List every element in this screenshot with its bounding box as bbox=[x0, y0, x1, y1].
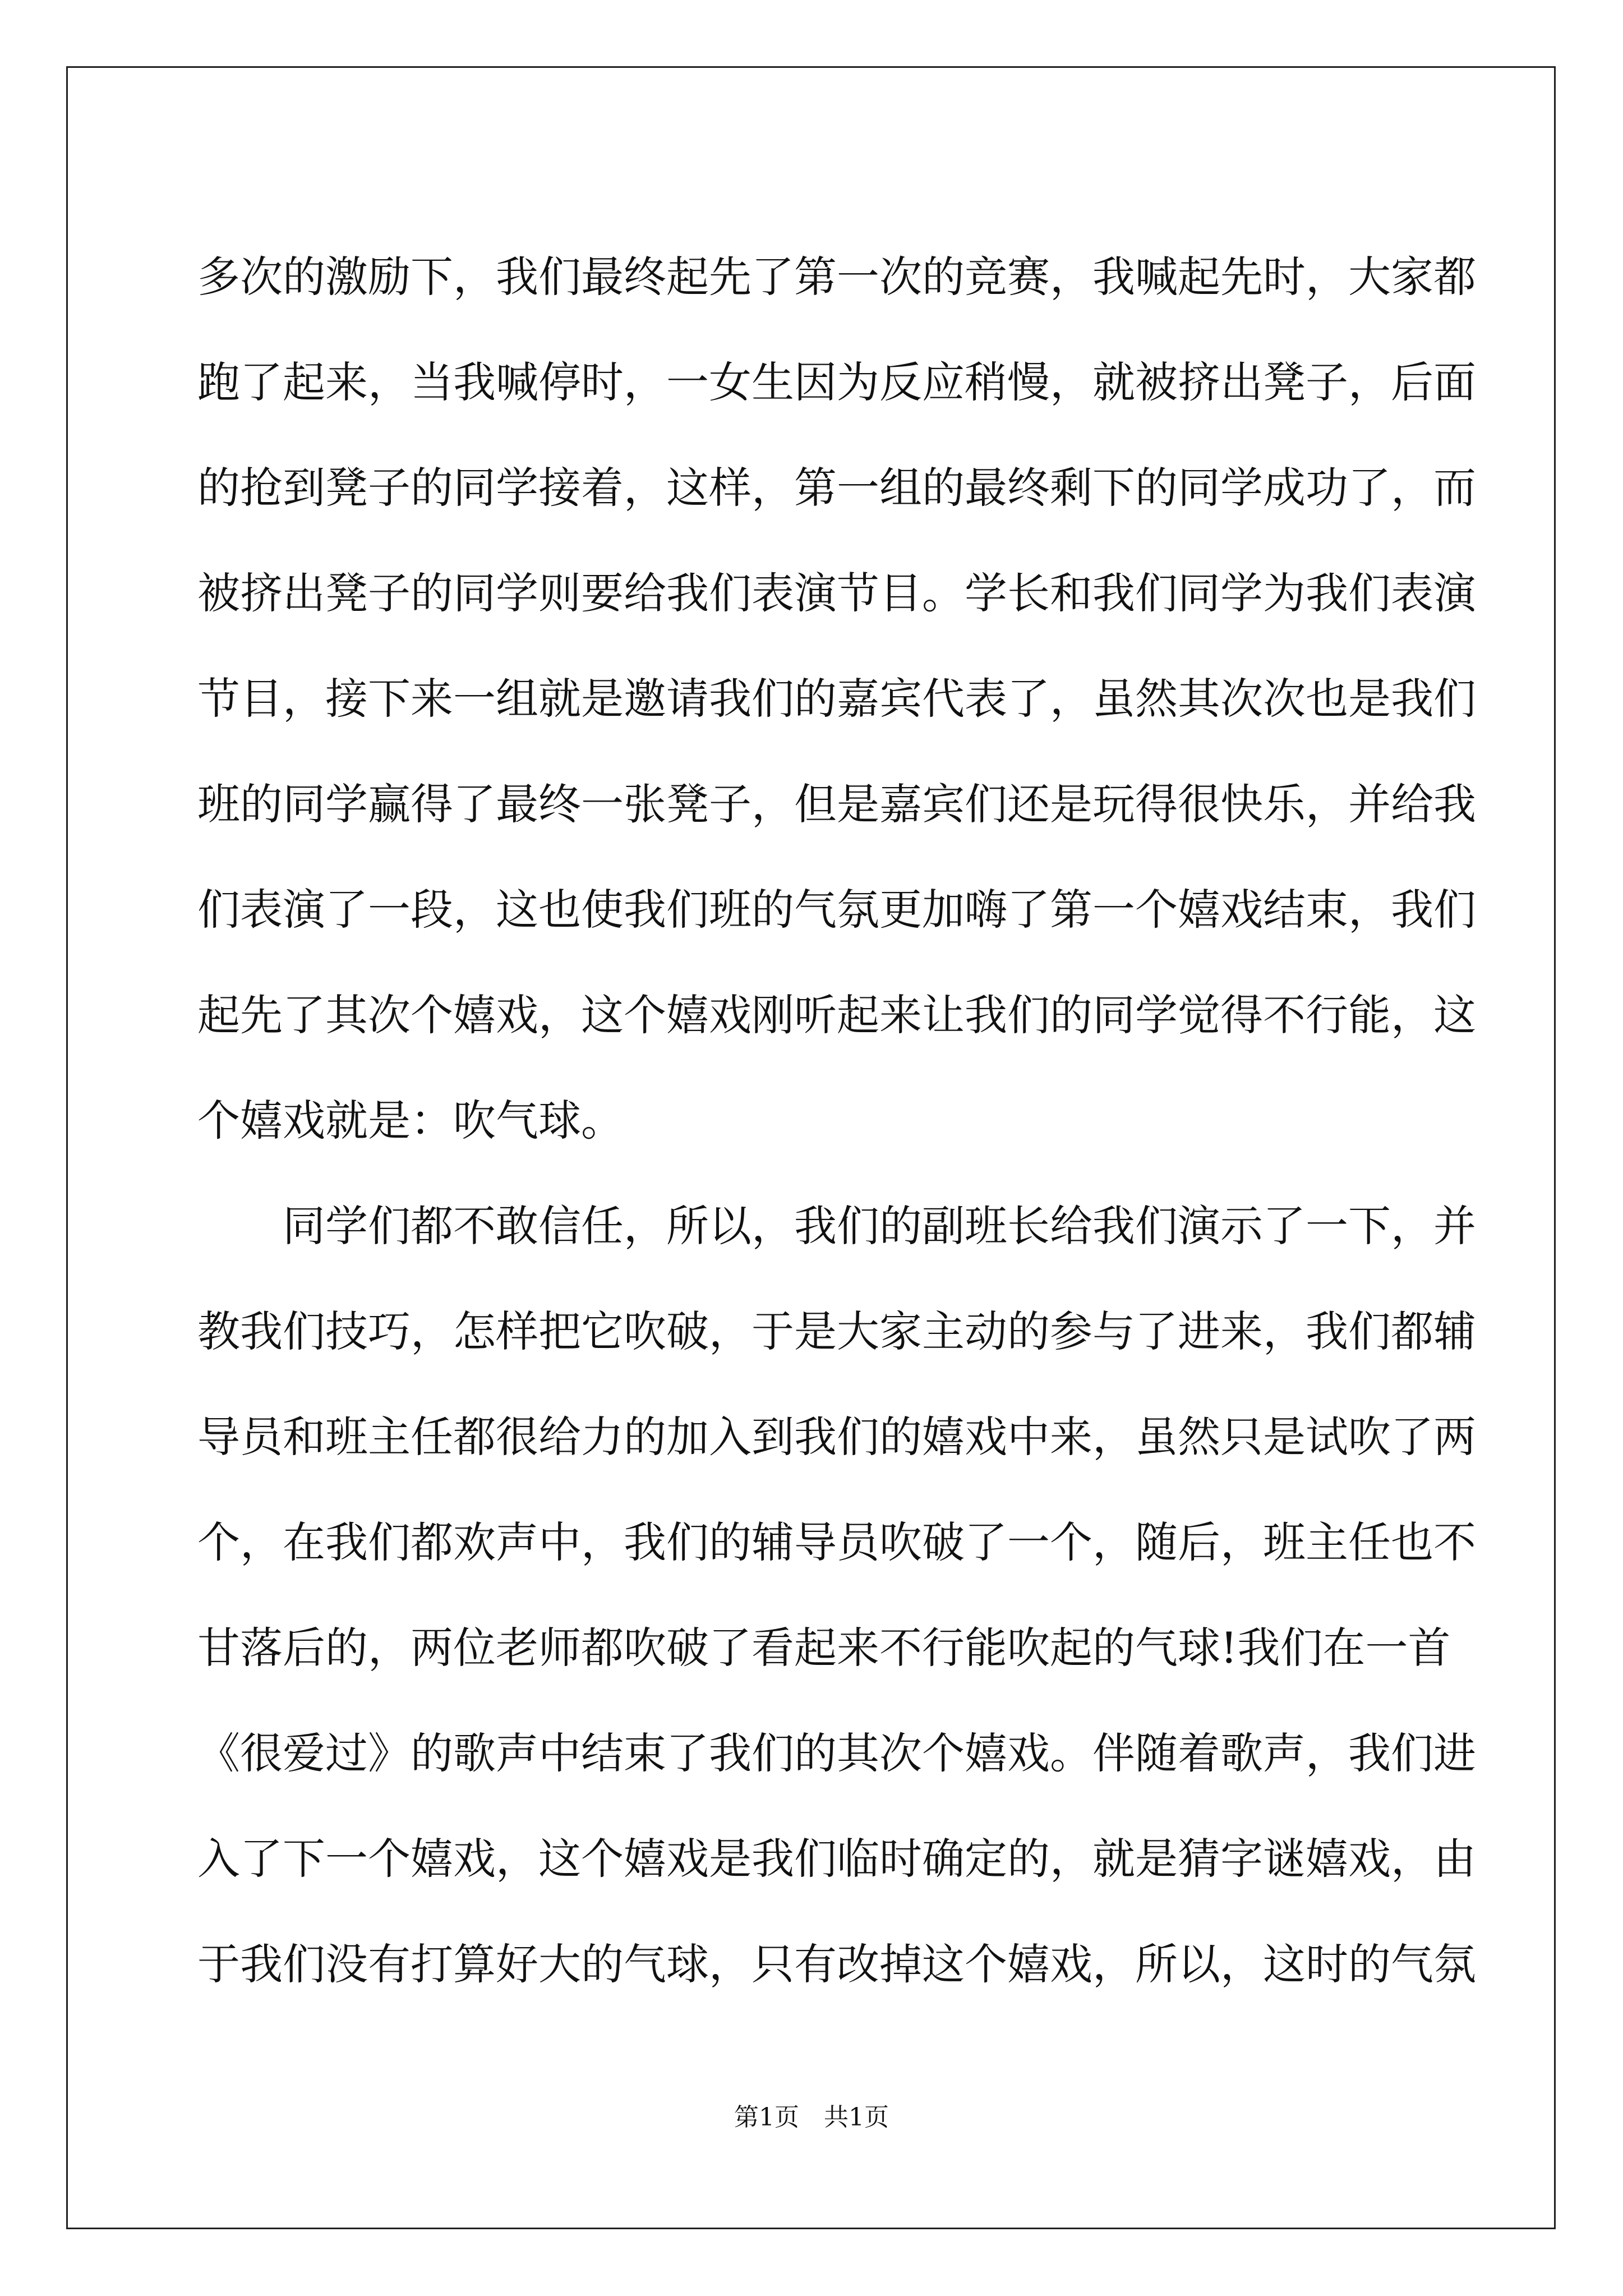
page-number-total: 共1页 bbox=[824, 2103, 889, 2132]
body-line: 教我们技巧，怎样把它吹破，于是大家主动的参与了进来，我们都辅 bbox=[197, 1306, 1476, 1356]
body-line: 《很爱过》的歌声中结束了我们的其次个嬉戏。伴随着歌声，我们进 bbox=[197, 1728, 1476, 1778]
body-line: 同学们都不敢信任，所以，我们的副班长给我们演示了一下，并 bbox=[283, 1201, 1476, 1251]
page-footer bbox=[0, 2101, 1623, 2134]
body-line: 个，在我们都欢声中，我们的辅导员吹破了一个，随后，班主任也不 bbox=[197, 1517, 1476, 1567]
body-line: 个嬉戏就是：吹气球。 bbox=[197, 1096, 624, 1145]
page-number-current: 第1页 bbox=[734, 2103, 799, 2132]
body-line: 节目，接下来一组就是邀请我们的嘉宾代表了，虽然其次次也是我们 bbox=[197, 674, 1476, 724]
body-line: 班的同学赢得了最终一张凳子，但是嘉宾们还是玩得很快乐，并给我 bbox=[197, 779, 1476, 829]
body-line: 入了下一个嬉戏，这个嬉戏是我们临时确定的，就是猜字谜嬉戏，由 bbox=[197, 1834, 1476, 1884]
body-line: 甘落后的，两位老师都吹破了看起来不行能吹起的气球!我们在一首 bbox=[197, 1623, 1451, 1673]
body-line: 跑了起来，当我喊停时，一女生因为反应稍慢，就被挤出凳子，后面 bbox=[197, 357, 1476, 407]
body-line: 于我们没有打算好大的气球，只有改掉这个嬉戏，所以，这时的气氛 bbox=[197, 1939, 1476, 1989]
body-line: 导员和班主任都很给力的加入到我们的嬉戏中来，虽然只是试吹了两 bbox=[197, 1412, 1476, 1462]
document-body bbox=[197, 224, 1476, 2017]
body-line: 被挤出凳子的同学则要给我们表演节目。学长和我们同学为我们表演 bbox=[197, 568, 1476, 618]
body-line: 起先了其次个嬉戏，这个嬉戏刚听起来让我们的同学觉得不行能，这 bbox=[197, 990, 1476, 1040]
body-line: 们表演了一段，这也使我们班的气氛更加嗨了第一个嬉戏结束，我们 bbox=[197, 885, 1476, 935]
body-line: 的抢到凳子的同学接着，这样，第一组的最终剩下的同学成功了，而 bbox=[197, 463, 1476, 513]
body-line: 多次的激励下，我们最终起先了第一次的竞赛，我喊起先时，大家都 bbox=[197, 252, 1476, 302]
